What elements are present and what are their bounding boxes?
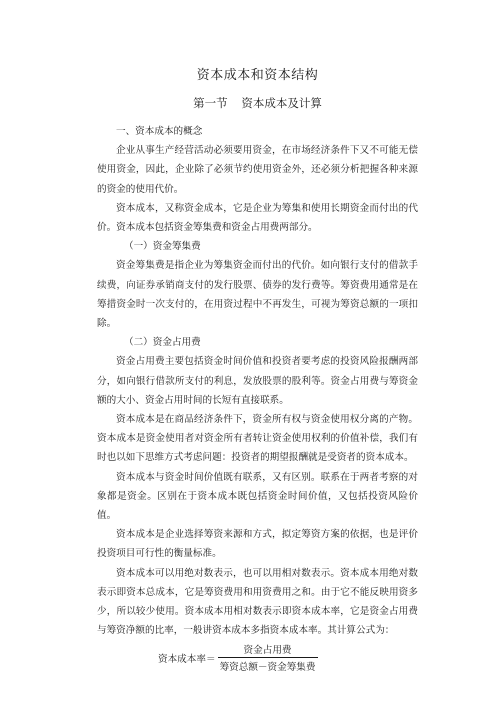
paragraph-8: 资本成本可以用绝对数表示，也可以用相对数表示。资本成本用绝对数表示即资本总成本，它是筹资费用和用资费用之和。由于它不能反映用资多少，所以较少使用。资本成本用相对数表示即资本成本率，它是资金占用费与筹资净额的比率，一般讲资本成本多指资本成本率。其计算公式为：	[97, 567, 418, 637]
document-title: 资本成本和资本结构	[196, 68, 319, 83]
heading-concept: 一、资本成本的概念	[116, 126, 203, 137]
formula-denominator: 筹资总额－资金筹集费	[218, 657, 318, 673]
paragraph-6: 资本成本与资金时间价值既有联系，又有区别。联系在于两者考察的对象都是资金。区别在于资本成本既包括资金时间价值，又包括投资风险价值。	[97, 471, 418, 522]
subheading-occupation-fee: （二）资金占用费	[124, 337, 201, 349]
paragraph-5: 资本成本是在商品经济条件下，资金所有权与资金使用权分离的产物。资本成本是资金使用者对资金所有者转让资金使用权利的价值补偿，我们有时也以如下思维方式考虑问题：投资者的期望报酬就是受资者的资本成本。	[97, 414, 418, 464]
cost-of-capital-formula	[158, 642, 418, 673]
section-number: 第一节	[193, 96, 228, 110]
paragraph-7: 资本成本是企业选择筹资来源和方式，拟定筹资方案的依据，也是评价投资项目可行性的衡量标准。	[97, 529, 418, 560]
subheading-raising-fee: （一）资金筹集费	[124, 241, 201, 253]
paragraph-3: 资金筹集费是指企业为筹集资金而付出的代价。如向银行支付的借款手续费，向证券承销商支付的发行股票、债券的发行费等。筹资费用通常是在筹措资金时一次支付的，在用资过程中不再发生，可视为筹资总额的一项扣除。	[97, 260, 418, 330]
formula-lhs: 资本成本率＝	[158, 653, 216, 665]
paragraph-1: 企业从事生产经营活动必须要用资金，在市场经济条件下又不可能无偿使用资金，因此，企业除了必须节约使用资金外，还必须分析把握各种来源的资金的使用代价。	[97, 145, 418, 195]
section-title: 资本成本及计算	[241, 96, 322, 110]
paragraph-4: 资金占用费主要包括资金时间价值和投资者要考虑的投资风险报酬两部分，如向银行借款所支付的利息，发放股票的股利等。资金占用费与筹资金额的大小、资金占用时间的长短有直接联系。	[97, 356, 418, 406]
section-heading	[97, 95, 418, 111]
formula-numerator: 资金占用费	[243, 645, 292, 657]
paragraph-2: 资本成本，又称资金成本，它是企业为筹集和使用长期资金而付出的代价。资本成本包括资金筹集费和资金占用费两部分。	[97, 202, 418, 234]
formula-fraction	[218, 642, 318, 673]
